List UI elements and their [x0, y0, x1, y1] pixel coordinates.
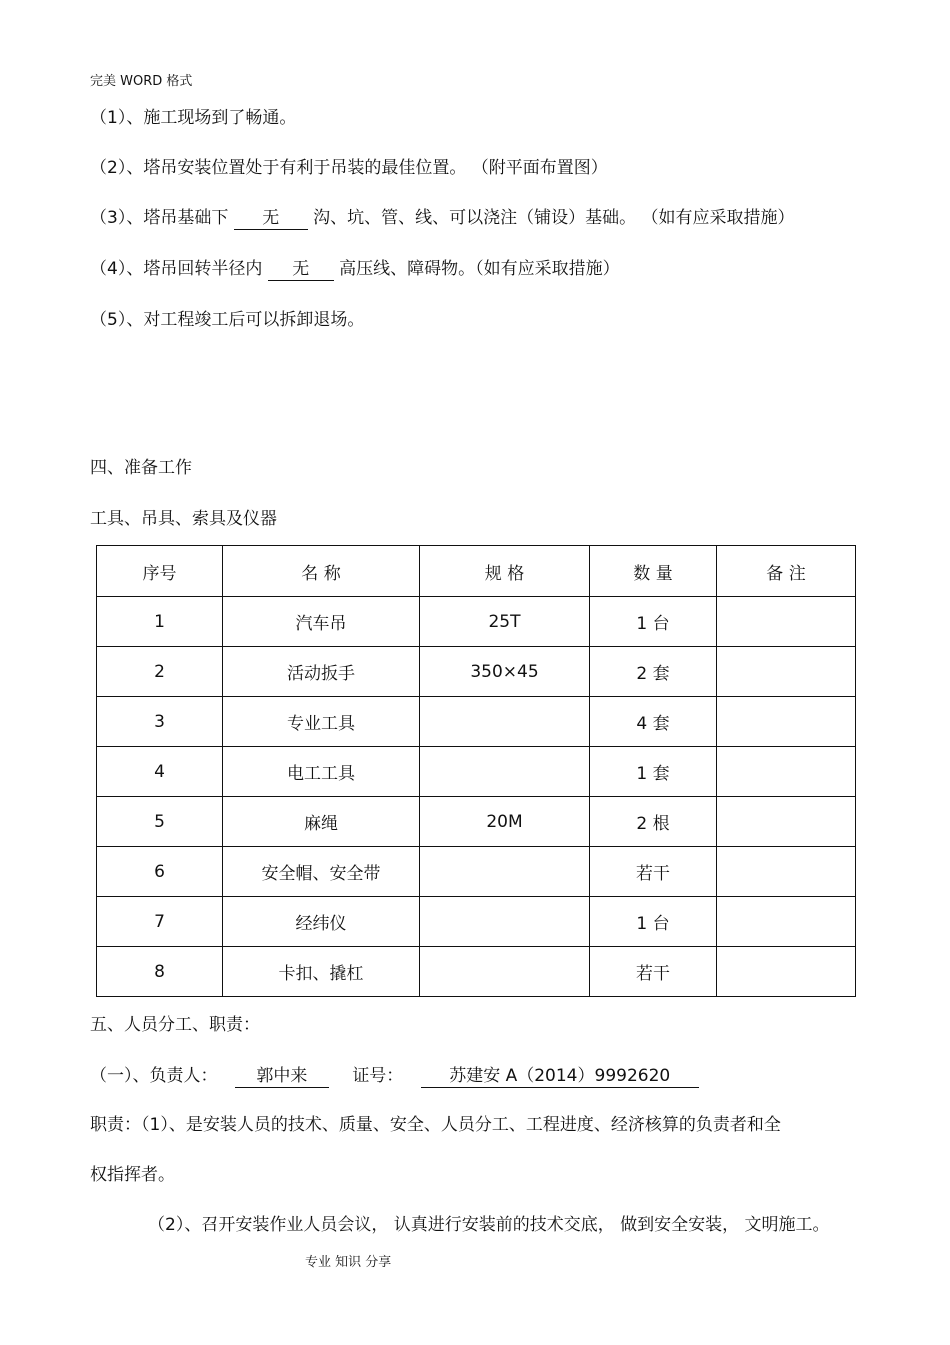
cell-note: [717, 747, 856, 797]
table-header-row: [97, 546, 856, 597]
cell-name: 安全帽、安全带: [223, 847, 420, 897]
cell-spec: [420, 747, 590, 797]
cell-index: 1: [97, 597, 223, 647]
item-5: （5）、对工程竣工后可以拆卸退场。: [90, 310, 365, 330]
cell-name: 专业工具: [223, 697, 420, 747]
cell-index: 3: [97, 697, 223, 747]
cell-name: 麻绳: [223, 797, 420, 847]
cell-note: [717, 947, 856, 997]
header-cell-spec: 规 格: [420, 546, 590, 597]
table-row: [97, 797, 856, 847]
cell-qty: 2 套: [590, 647, 717, 697]
cell-note: [717, 597, 856, 647]
page-header: 完美 WORD 格式: [90, 74, 193, 89]
cell-spec: [420, 847, 590, 897]
header-cell-name: 名 称: [223, 546, 420, 597]
leader-name: 郭中来: [235, 1065, 329, 1088]
cell-qty: 2 根: [590, 797, 717, 847]
cell-index: 8: [97, 947, 223, 997]
table-row: [97, 647, 856, 697]
header-cell-qty: 数 量: [590, 546, 717, 597]
item-3-text: （3）、塔吊基础下: [90, 208, 229, 228]
cert-number: 苏建安 A（2014）9992620: [421, 1065, 699, 1088]
cell-qty: 若干: [590, 947, 717, 997]
table-row: [97, 897, 856, 947]
item-3-rest: 沟、坑、管、线、可以浇注（铺设）基础。 （如有应采取措施）: [313, 208, 795, 228]
cell-qty: 4 套: [590, 697, 717, 747]
cell-index: 4: [97, 747, 223, 797]
page-footer: 专业 知识 分享: [305, 1255, 392, 1270]
cell-name: 经纬仪: [223, 897, 420, 947]
table-row: [97, 947, 856, 997]
leader-line: [90, 1065, 699, 1088]
cell-name: 电工工具: [223, 747, 420, 797]
section-4-title: 四、准备工作: [90, 458, 192, 478]
table-row: [97, 597, 856, 647]
cert-label: 证号：: [352, 1066, 404, 1086]
cell-note: [717, 847, 856, 897]
cell-spec: [420, 947, 590, 997]
leader-label: （一）、负责人：: [90, 1066, 218, 1086]
cell-spec: 25T: [420, 597, 590, 647]
item-4: [90, 258, 620, 281]
cell-spec: [420, 697, 590, 747]
item-3: [90, 207, 795, 230]
cell-qty: 1 台: [590, 597, 717, 647]
cell-qty: 若干: [590, 847, 717, 897]
item-4-rest: 高压线、障碍物。（如有应采取措施）: [339, 259, 620, 279]
cell-spec: [420, 897, 590, 947]
cell-index: 7: [97, 897, 223, 947]
cell-note: [717, 897, 856, 947]
cell-spec: 20M: [420, 797, 590, 847]
item-1: （1）、施工现场到了畅通。: [90, 108, 297, 128]
table-row: [97, 747, 856, 797]
item-4-text: （4）、塔吊回转半径内: [90, 259, 263, 279]
cell-name: 卡扣、撬杠: [223, 947, 420, 997]
tools-table: [96, 545, 856, 997]
item-2: （2）、塔吊安装位置处于有利于吊装的最佳位置。 （附平面布置图）: [90, 158, 608, 178]
cell-qty: 1 台: [590, 897, 717, 947]
item-4-blank: 无: [268, 258, 334, 281]
cell-spec: 350×45: [420, 647, 590, 697]
cell-index: 2: [97, 647, 223, 697]
item-3-blank: 无: [234, 207, 308, 230]
cell-note: [717, 797, 856, 847]
cell-name: 汽车吊: [223, 597, 420, 647]
duty-1-line-2: 权指挥者。: [90, 1165, 175, 1185]
duty-1-line-1: 职责：（1）、是安装人员的技术、质量、安全、人员分工、工程进度、经济核算的负责者和全: [90, 1115, 781, 1135]
table-row: [97, 847, 856, 897]
table-row: [97, 697, 856, 747]
tools-title: 工具、吊具、索具及仪器: [90, 509, 277, 529]
section-5-title: 五、人员分工、职责：: [90, 1015, 260, 1035]
cell-qty: 1 套: [590, 747, 717, 797]
cell-name: 活动扳手: [223, 647, 420, 697]
header-cell-index: 序号: [97, 546, 223, 597]
cell-note: [717, 697, 856, 747]
cell-note: [717, 647, 856, 697]
duty-2: （2）、召开安装作业人员会议， 认真进行安装前的技术交底， 做到安全安装， 文明施工。: [148, 1215, 830, 1235]
cell-index: 5: [97, 797, 223, 847]
cell-index: 6: [97, 847, 223, 897]
header-cell-note: 备 注: [717, 546, 856, 597]
